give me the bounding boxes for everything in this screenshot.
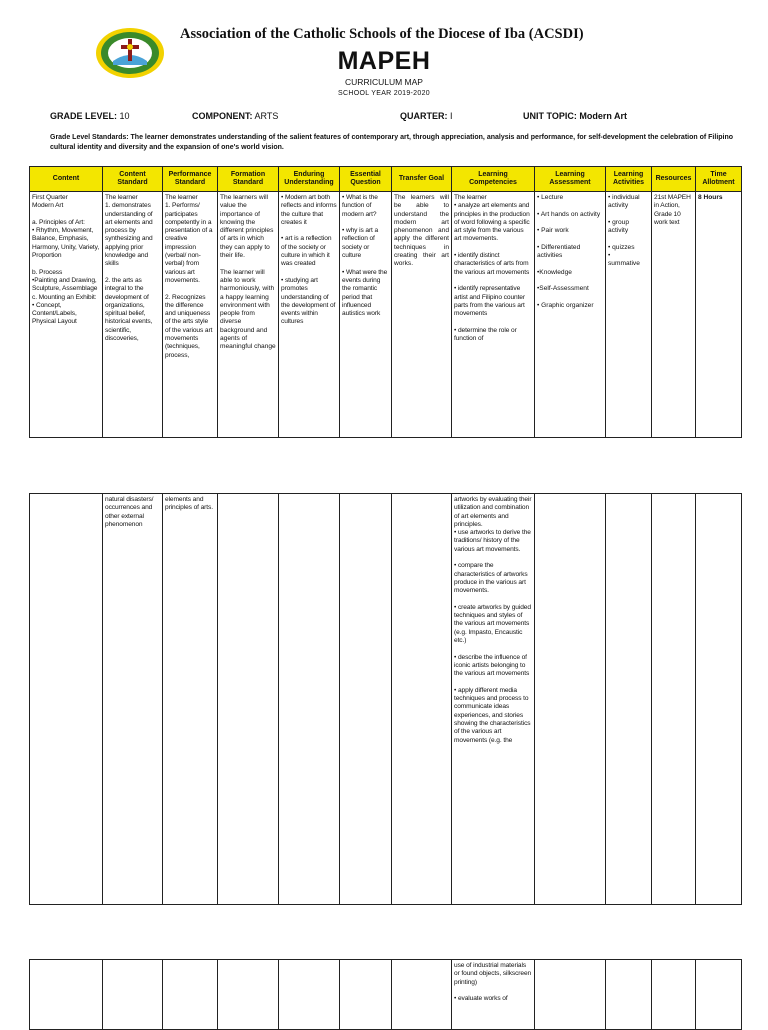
cell-learning-activities <box>606 494 652 905</box>
cell-enduring-understanding <box>279 494 340 905</box>
cell-transfer-goal <box>392 960 452 1030</box>
table-row <box>30 960 742 1030</box>
table-row <box>30 494 742 905</box>
header-content-standard: Content Standard <box>103 167 163 192</box>
cell-content-standard <box>103 960 163 1030</box>
school-year: SCHOOL YEAR 2019-2020 <box>338 90 430 97</box>
cell-learning-activities: • individual activity • group activity • quizzes • summative <box>606 192 652 438</box>
cell-content <box>30 960 103 1030</box>
header-transfer-goal: Transfer Goal <box>392 167 452 192</box>
cell-formation-standard: The learners will value the importance of knowing the different principles of arts in which they can apply to their life. The learner will able to work harmoniously, with a happy learning environment with people from diverse background and agents of meaningful change <box>218 192 279 438</box>
header-enduring-understanding: Enduring Understanding <box>279 167 340 192</box>
cell-content <box>30 494 103 905</box>
cell-resources <box>652 960 696 1030</box>
header-learning-assessment: Learning Assessment <box>535 167 606 192</box>
curriculum-map-table-page-3 <box>29 959 742 1030</box>
association-name: Association of the Catholic Schools of the Diocese of Iba (ACSDI) <box>180 26 584 42</box>
header-resources: Resources <box>652 167 696 192</box>
cell-enduring-understanding: • Modern art both reflects and informs the culture that creates it • art is a reflection of the society or culture in which it was created • studying art promotes understanding of the development of events within cultures <box>279 192 340 438</box>
cell-time-allotment: 8 Hours <box>696 192 742 438</box>
header-time-allotment: Time Allotment <box>696 167 742 192</box>
cell-resources <box>652 494 696 905</box>
cell-formation-standard <box>218 960 279 1030</box>
cell-learning-competencies: use of industrial materials or found objects, silkscreen printing) • evaluate works of <box>452 960 535 1030</box>
cell-content-standard: natural disasters/ occurrences and other external phenomenon <box>103 494 163 905</box>
cell-content-standard: The learner 1. demonstrates understanding of art elements and process by synthesizing and applying prior knowledge and skills 2. the arts as integral to the development of organizations, spiritual belief, historical events, scientific, discoveries, <box>103 192 163 438</box>
cell-learning-assessment <box>535 494 606 905</box>
header-learning-activities: Learning Activities <box>606 167 652 192</box>
cell-time-allotment <box>696 494 742 905</box>
cell-content: First Quarter Modern Art a. Principles of Art: • Rhythm, Movement, Balance, Emphasis, Harmony, Unity, Variety, Proportion b. Process •Painting and Drawing, Sculpture, Assemblage c. Mounting an Exhibit: • Concept, Content/Labels, Physical Layout <box>30 192 103 438</box>
cell-learning-competencies: artworks by evaluating their utilization and combination of art elements and principles. • use artworks to derive the traditions/ history of the various art movements. • compare the characteristics of artworks produce in the various art movements. • create artworks by guided techniques and styles of the various art movements (e.g. Impasto, Encaustic etc.) • describe the influence of iconic artists belonging to the various art movements • apply different media techniques and process to communicate ideas experiences, and stories showing the characteristics of the various art movements (e.g. the <box>452 494 535 905</box>
cell-performance-standard <box>163 960 218 1030</box>
unit-topic: UNIT TOPIC: Modern Art <box>523 111 628 121</box>
cell-time-allotment <box>696 960 742 1030</box>
header-formation-standard: Formation Standard <box>218 167 279 192</box>
cell-learning-assessment: • Lecture • Art hands on activity • Pair work • Differentiated activities •Knowledge •Self-Assessment • Graphic organizer <box>535 192 606 438</box>
cell-essential-question: • What is the function of modern art? • why is art a reflection of society or culture • What were the events during the romantic period that influenced autistics work <box>340 192 392 438</box>
cell-performance-standard: The learner 1. Performs/ participates competently in a presentation of a creative impression (verbal/ non-verbal) from various art movements. 2. Recognizes the difference and uniqueness of the arts style of the various art movements (techniques, process, <box>163 192 218 438</box>
table-header-row <box>30 167 742 192</box>
curriculum-map-table-page-2 <box>29 493 742 905</box>
document-title: MAPEH <box>337 47 431 75</box>
cell-performance-standard: elements and principles of arts. <box>163 494 218 905</box>
cell-transfer-goal: The learners will be able to understand the modern art phenomenon and apply the different techniques in creating their art works. <box>392 192 452 438</box>
cell-learning-assessment <box>535 960 606 1030</box>
cell-transfer-goal <box>392 494 452 905</box>
cell-resources: 21st MAPEH in Action, Grade 10 work text <box>652 192 696 438</box>
cell-essential-question <box>340 960 392 1030</box>
table-row <box>30 192 742 438</box>
document-subtitle: CURRICULUM MAP <box>345 77 423 87</box>
cell-learning-activities <box>606 960 652 1030</box>
quarter: QUARTER: I <box>400 111 453 121</box>
header-performance-standard: Performance Standard <box>163 167 218 192</box>
component: COMPONENT: ARTS <box>192 111 279 121</box>
curriculum-map-table-page-1 <box>29 166 742 438</box>
cell-essential-question <box>340 494 392 905</box>
header-learning-competencies: Learning Competencies <box>452 167 535 192</box>
header-essential-question: Essential Question <box>340 167 392 192</box>
cell-formation-standard <box>218 494 279 905</box>
header-content: Content <box>30 167 103 192</box>
cell-learning-competencies: The learner • analyze art elements and principles in the production of word following a specific art style from the various art movements. • identify distinct characteristics of arts from the various art movements • identify representative artist and Filipino counter parts from the various art movements • determine the role or function of <box>452 192 535 438</box>
document-header <box>0 0 768 130</box>
cell-enduring-understanding <box>279 960 340 1030</box>
grade-level: GRADE LEVEL: 10 <box>50 111 130 121</box>
grade-level-standards: Grade Level Standards: The learner demonstrates understanding of the salient features of contemporary art, through appreciation, analysis and performance, for self-development the celebration of Filipino cultural identity and diversity and the expansion of one's world vision. <box>50 134 734 151</box>
